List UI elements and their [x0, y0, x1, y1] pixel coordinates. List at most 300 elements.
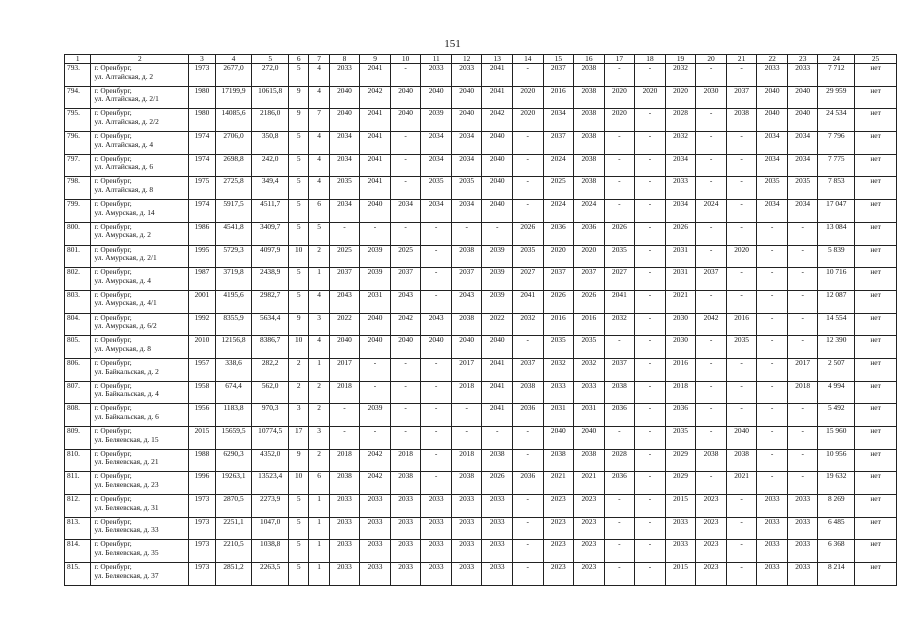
column-header: 22 — [757, 55, 788, 64]
table-cell: - — [696, 132, 727, 155]
table-cell: - — [726, 540, 757, 563]
table-cell: 6 — [309, 472, 329, 495]
table-cell: 2033 — [665, 517, 696, 540]
row-number: 793. — [65, 64, 91, 87]
table-cell: - — [635, 177, 666, 200]
table-cell: 1958 — [189, 381, 215, 404]
address-street: ул. Амурская, д. 6/2 — [94, 321, 157, 331]
table-row — [65, 336, 897, 359]
table-cell: - — [635, 404, 666, 427]
table-cell: 2251,1 — [215, 517, 252, 540]
table-cell: 17 — [289, 427, 309, 450]
table-cell: 2040 — [482, 336, 513, 359]
table-cell: 2036 — [513, 404, 544, 427]
table-cell: 2035 — [726, 336, 757, 359]
table-cell: 2042 — [360, 472, 391, 495]
table-cell: 2041 — [360, 154, 391, 177]
table-cell: 2040 — [451, 109, 482, 132]
table-row — [65, 86, 897, 109]
table-cell: 2263,5 — [252, 563, 289, 586]
table-cell: 2035 — [787, 177, 818, 200]
table-cell: 2017 — [787, 358, 818, 381]
table-cell: 2982,7 — [252, 290, 289, 313]
column-header: 13 — [482, 55, 513, 64]
table-cell: 1974 — [189, 132, 215, 155]
table-cell: 242,0 — [252, 154, 289, 177]
table-cell: 7 712 — [818, 64, 855, 87]
table-cell: 5 — [289, 290, 309, 313]
table-cell: 2034 — [390, 200, 421, 223]
row-number: 802. — [65, 268, 91, 291]
table-cell: нет — [855, 381, 897, 404]
table-cell: нет — [855, 336, 897, 359]
table-cell: 2033 — [787, 517, 818, 540]
table-cell: 2698,8 — [215, 154, 252, 177]
table-cell: 2001 — [189, 290, 215, 313]
table-cell: - — [635, 268, 666, 291]
table-cell: 2022 — [329, 313, 360, 336]
table-cell: - — [787, 472, 818, 495]
table-cell: 3719,8 — [215, 268, 252, 291]
table-cell: нет — [855, 109, 897, 132]
address-cell — [91, 336, 189, 359]
column-header: 2 — [91, 55, 189, 64]
column-header: 10 — [390, 55, 421, 64]
address-city: г. Оренбург, — [94, 199, 132, 209]
table-cell: - — [390, 154, 421, 177]
table-cell: - — [390, 404, 421, 427]
table-cell: 2033 — [482, 495, 513, 518]
table-cell: - — [635, 563, 666, 586]
row-number: 813. — [65, 517, 91, 540]
table-row — [65, 495, 897, 518]
table-cell: - — [787, 404, 818, 427]
table-cell: 2 — [309, 404, 329, 427]
table-cell: 2023 — [574, 563, 605, 586]
table-cell: 2023 — [543, 563, 574, 586]
table-cell: нет — [855, 64, 897, 87]
table-cell: - — [757, 313, 788, 336]
table-row — [65, 358, 897, 381]
table-cell: - — [726, 381, 757, 404]
table-cell: нет — [855, 563, 897, 586]
table-cell: 1973 — [189, 540, 215, 563]
table-cell: 2037 — [390, 268, 421, 291]
table-cell: - — [421, 472, 452, 495]
table-cell: 2033 — [329, 540, 360, 563]
table-row — [65, 404, 897, 427]
table-cell: - — [604, 132, 635, 155]
address-city: г. Оренбург, — [94, 426, 132, 435]
table-cell: 2040 — [390, 86, 421, 109]
table-cell: 2037 — [329, 268, 360, 291]
table-cell: 338,6 — [215, 358, 252, 381]
table-cell: - — [635, 245, 666, 268]
table-cell: нет — [855, 449, 897, 472]
table-cell: 2038 — [390, 472, 421, 495]
table-cell: 2040 — [757, 109, 788, 132]
table-cell: - — [360, 381, 391, 404]
address-city: г. Оренбург, — [94, 313, 132, 322]
table-cell: - — [696, 381, 727, 404]
table-cell: 2036 — [513, 472, 544, 495]
table-cell: 2041 — [482, 381, 513, 404]
table-cell: 1996 — [189, 472, 215, 495]
table-cell: 2043 — [329, 290, 360, 313]
table-cell: 2031 — [665, 245, 696, 268]
table-cell: - — [757, 472, 788, 495]
table-cell: - — [451, 427, 482, 450]
table-cell: 2034 — [421, 154, 452, 177]
table-cell: 2033 — [757, 540, 788, 563]
address-street: ул. Беляевская, д. 23 — [94, 479, 159, 489]
table-cell: 2039 — [421, 109, 452, 132]
address-city: г. Оренбург, — [94, 562, 132, 572]
table-cell: 13523,4 — [252, 472, 289, 495]
table-cell: 2033 — [390, 517, 421, 540]
table-cell: 14 554 — [818, 313, 855, 336]
address-street: ул. Беляевская, д. 21 — [94, 457, 159, 467]
table-cell: - — [696, 245, 727, 268]
table-cell: 19263,1 — [215, 472, 252, 495]
table-cell: 4 — [309, 336, 329, 359]
table-cell: 9 — [289, 86, 309, 109]
table-cell: - — [482, 427, 513, 450]
table-cell: 2033 — [787, 495, 818, 518]
table-cell: 2034 — [787, 132, 818, 155]
column-header: 15 — [543, 55, 574, 64]
table-cell: 2027 — [604, 268, 635, 291]
table-cell: - — [696, 404, 727, 427]
address-street: ул. Алтайская, д. 6 — [94, 162, 154, 172]
table-cell: - — [390, 427, 421, 450]
address-cell — [91, 517, 189, 540]
table-cell: 2035 — [757, 177, 788, 200]
table-cell: 2033 — [757, 64, 788, 87]
table-cell: 2023 — [543, 540, 574, 563]
table-cell: - — [787, 449, 818, 472]
table-cell: 2025 — [329, 245, 360, 268]
table-cell: 2041 — [513, 290, 544, 313]
table-cell: 8386,7 — [252, 336, 289, 359]
table-cell: - — [635, 200, 666, 223]
table-cell: 2038 — [451, 313, 482, 336]
table-cell: 2033 — [329, 495, 360, 518]
table-cell: - — [604, 563, 635, 586]
table-cell: 1 — [309, 540, 329, 563]
column-header: 6 — [289, 55, 309, 64]
address-city: г. Оренбург, — [94, 403, 132, 413]
table-cell: 2038 — [574, 86, 605, 109]
table-cell: 2034 — [787, 154, 818, 177]
address-cell — [91, 540, 189, 563]
table-cell: - — [360, 427, 391, 450]
table-cell: 2040 — [451, 86, 482, 109]
table-cell: - — [513, 495, 544, 518]
table-cell: 2036 — [604, 404, 635, 427]
table-cell: 282,2 — [252, 358, 289, 381]
table-cell: 5917,5 — [215, 200, 252, 223]
table-cell: 2033 — [665, 177, 696, 200]
table-cell: 2034 — [329, 132, 360, 155]
table-cell: 2035 — [329, 177, 360, 200]
table-cell: - — [604, 177, 635, 200]
table-cell: 2020 — [513, 109, 544, 132]
table-cell: 2029 — [665, 472, 696, 495]
table-cell: 2040 — [390, 109, 421, 132]
table-cell: 2035 — [421, 177, 452, 200]
table-cell: 2030 — [665, 336, 696, 359]
address-cell — [91, 404, 189, 427]
address-street: ул. Амурская, д. 4/1 — [94, 298, 157, 308]
table-cell: 2022 — [482, 313, 513, 336]
table-cell: 2023 — [696, 540, 727, 563]
table-cell: 2026 — [513, 222, 544, 245]
table-cell: 6290,3 — [215, 449, 252, 472]
table-cell: 3 — [309, 427, 329, 450]
table-cell: - — [757, 404, 788, 427]
table-cell: - — [513, 540, 544, 563]
table-cell: - — [604, 64, 635, 87]
table-cell: 5 — [289, 517, 309, 540]
table-cell: 15 960 — [818, 427, 855, 450]
table-cell: 2033 — [421, 540, 452, 563]
table-cell: 2036 — [604, 472, 635, 495]
table-cell: - — [390, 132, 421, 155]
table-cell: 349,4 — [252, 177, 289, 200]
address-cell — [91, 64, 189, 87]
table-cell: - — [696, 290, 727, 313]
table-cell: 2040 — [543, 427, 574, 450]
address-city: г. Оренбург, — [94, 335, 132, 345]
table-cell: - — [360, 222, 391, 245]
table-cell: 19 632 — [818, 472, 855, 495]
table-cell: 2023 — [574, 517, 605, 540]
column-header: 12 — [451, 55, 482, 64]
table-cell: 12 390 — [818, 336, 855, 359]
table-cell: 2033 — [360, 495, 391, 518]
table-row — [65, 449, 897, 472]
address-street: ул. Алтайская, д. 2/1 — [94, 94, 159, 104]
page-number: 151 — [444, 38, 461, 50]
table-cell: - — [421, 222, 452, 245]
table-cell: 2018 — [451, 381, 482, 404]
table-cell: 2040 — [726, 427, 757, 450]
column-header: 16 — [574, 55, 605, 64]
table-cell: 2024 — [696, 200, 727, 223]
table-cell: 4 994 — [818, 381, 855, 404]
table-cell: 2040 — [421, 86, 452, 109]
table-cell: 2035 — [513, 245, 544, 268]
table-cell: 5 — [309, 222, 329, 245]
table-cell: 2 — [309, 381, 329, 404]
table-cell: - — [451, 404, 482, 427]
table-cell: 24 534 — [818, 109, 855, 132]
table-cell: 2677,0 — [215, 64, 252, 87]
table-cell: 2023 — [574, 495, 605, 518]
table-cell: 2031 — [574, 404, 605, 427]
table-cell: - — [329, 404, 360, 427]
table-cell: 2038 — [574, 109, 605, 132]
table-cell: 2040 — [390, 336, 421, 359]
table-cell: 2039 — [482, 290, 513, 313]
table-row — [65, 427, 897, 450]
address-cell — [91, 154, 189, 177]
table-cell: - — [513, 200, 544, 223]
table-cell: 5 — [289, 563, 309, 586]
table-row — [65, 540, 897, 563]
table-cell: 2024 — [574, 200, 605, 223]
table-cell: 8 214 — [818, 563, 855, 586]
table-row — [65, 290, 897, 313]
table-cell: 2018 — [390, 449, 421, 472]
table-cell: 2036 — [574, 222, 605, 245]
table-cell: 1 — [309, 563, 329, 586]
address-cell — [91, 132, 189, 155]
table-cell: - — [360, 358, 391, 381]
table-cell: 1 — [309, 517, 329, 540]
table-cell: 2035 — [451, 177, 482, 200]
table-cell: - — [421, 449, 452, 472]
column-header: 4 — [215, 55, 252, 64]
table-cell: 2020 — [726, 245, 757, 268]
table-cell: 2034 — [329, 200, 360, 223]
table-cell: 2033 — [421, 517, 452, 540]
table-cell: 10 — [289, 472, 309, 495]
table-cell: 14085,6 — [215, 109, 252, 132]
table-cell: 2018 — [665, 381, 696, 404]
column-header: 8 — [329, 55, 360, 64]
address-cell — [91, 109, 189, 132]
table-cell: 2043 — [421, 313, 452, 336]
table-cell: нет — [855, 495, 897, 518]
table-cell: 5 — [289, 495, 309, 518]
table-cell: 2038 — [726, 109, 757, 132]
address-cell — [91, 86, 189, 109]
table-cell: 10 — [289, 336, 309, 359]
table-cell: 1995 — [189, 245, 215, 268]
row-number: 800. — [65, 222, 91, 245]
table-cell: 2035 — [543, 336, 574, 359]
row-number: 798. — [65, 177, 91, 200]
table-row — [65, 222, 897, 245]
table-cell: 3409,7 — [252, 222, 289, 245]
table-cell: 2033 — [543, 381, 574, 404]
table-cell: 2033 — [329, 517, 360, 540]
table-cell: 2042 — [696, 313, 727, 336]
table-cell: 5 — [289, 200, 309, 223]
table-cell: 2015 — [665, 495, 696, 518]
table-cell: 2040 — [360, 313, 391, 336]
table-cell: 2026 — [543, 290, 574, 313]
table-cell: 1974 — [189, 200, 215, 223]
table-cell: 8355,9 — [215, 313, 252, 336]
housing-table — [64, 54, 897, 586]
table-cell: 2034 — [757, 154, 788, 177]
row-number: 809. — [65, 427, 91, 450]
row-number: 812. — [65, 495, 91, 518]
row-number: 807. — [65, 381, 91, 404]
table-cell: 2024 — [543, 154, 574, 177]
table-row — [65, 563, 897, 586]
table-cell: 2038 — [574, 154, 605, 177]
table-cell: - — [726, 404, 757, 427]
address-cell — [91, 427, 189, 450]
table-cell: 2020 — [604, 86, 635, 109]
address-street: ул. Амурская, д. 14 — [94, 207, 155, 217]
table-cell: нет — [855, 132, 897, 155]
table-cell: 2032 — [574, 358, 605, 381]
table-cell: 1 — [309, 495, 329, 518]
table-cell: 2033 — [451, 517, 482, 540]
table-cell: - — [635, 64, 666, 87]
table-cell: 2023 — [696, 495, 727, 518]
table-cell: 2040 — [482, 177, 513, 200]
table-cell: 2034 — [543, 109, 574, 132]
table-cell: 5729,3 — [215, 245, 252, 268]
table-cell: 5 — [289, 132, 309, 155]
table-cell: 7 — [309, 109, 329, 132]
row-number: 804. — [65, 313, 91, 336]
table-cell: - — [513, 449, 544, 472]
table-cell: 1 — [309, 358, 329, 381]
table-cell: 970,3 — [252, 404, 289, 427]
table-row — [65, 245, 897, 268]
table-cell: - — [513, 427, 544, 450]
row-number: 796. — [65, 132, 91, 155]
table-cell: 1038,8 — [252, 540, 289, 563]
column-header: 5 — [252, 55, 289, 64]
table-cell: 4511,7 — [252, 200, 289, 223]
table-cell: 2038 — [574, 132, 605, 155]
table-cell: 2033 — [787, 563, 818, 586]
table-cell: - — [757, 290, 788, 313]
table-cell: 2020 — [513, 86, 544, 109]
table-cell: - — [513, 177, 544, 200]
table-cell: 4 — [309, 154, 329, 177]
table-row — [65, 517, 897, 540]
table-cell: 2041 — [360, 132, 391, 155]
table-cell: - — [696, 177, 727, 200]
table-cell: 5 — [289, 540, 309, 563]
table-cell: - — [635, 313, 666, 336]
table-cell: 4 — [309, 177, 329, 200]
table-cell: - — [513, 563, 544, 586]
table-cell: 2040 — [574, 427, 605, 450]
table-cell: - — [421, 358, 452, 381]
table-cell: 2021 — [543, 472, 574, 495]
table-cell: 2035 — [665, 427, 696, 450]
table-cell: 2 — [289, 381, 309, 404]
table-cell: - — [757, 449, 788, 472]
table-cell: 2039 — [482, 268, 513, 291]
table-row — [65, 313, 897, 336]
table-cell: 350,8 — [252, 132, 289, 155]
table-cell: 2 507 — [818, 358, 855, 381]
address-cell — [91, 200, 189, 223]
table-cell: нет — [855, 313, 897, 336]
table-cell: - — [696, 154, 727, 177]
address-cell — [91, 495, 189, 518]
table-cell: 2042 — [360, 449, 391, 472]
table-cell: 2037 — [543, 268, 574, 291]
table-cell: нет — [855, 154, 897, 177]
table-cell: 2038 — [574, 64, 605, 87]
table-cell: - — [787, 245, 818, 268]
column-header: 23 — [787, 55, 818, 64]
row-number: 795. — [65, 109, 91, 132]
table-cell: 2037 — [543, 132, 574, 155]
